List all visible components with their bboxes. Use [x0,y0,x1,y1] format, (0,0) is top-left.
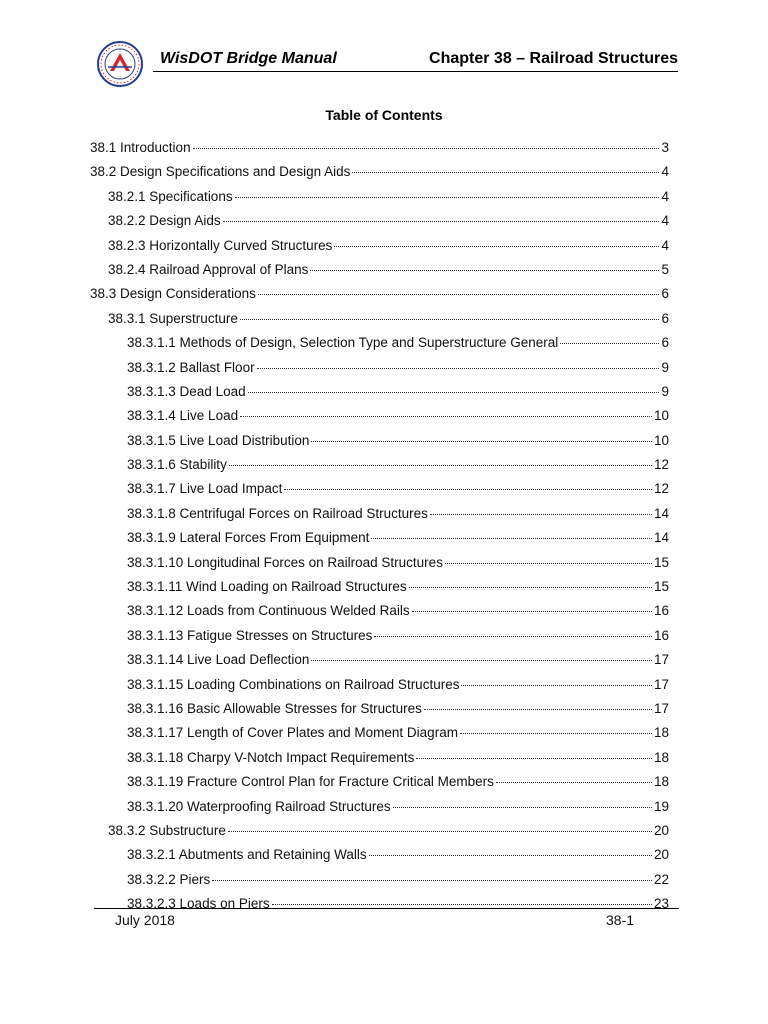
toc-entry-page: 5 [661,261,669,277]
toc-entry-title: 38.3.1.13 Fatigue Stresses on Structures [127,627,373,643]
toc-entry-page: 14 [653,530,669,546]
toc-entry[interactable] [90,136,669,160]
toc-entry[interactable] [90,331,669,355]
toc-entry-title: 38.3.1.15 Loading Combinations on Railroad Structures [127,676,460,692]
toc-dot-leader [310,270,659,271]
toc-entry-title: 38.2.4 Railroad Approval of Plans [108,261,309,277]
toc-entry-title: 38.3.2 Substructure [108,822,226,838]
toc-entry[interactable] [90,843,669,867]
toc-entry-title: 38.3 Design Considerations [90,286,256,302]
toc-entry[interactable] [90,624,669,648]
toc-entry[interactable] [90,721,669,745]
toc-dot-leader [212,880,652,881]
toc-entry-page: 17 [653,700,669,716]
toc-dot-leader [258,294,660,295]
toc-entry-title: 38.2.2 Design Aids [108,213,221,229]
toc-dot-leader [272,904,652,905]
toc-entry[interactable] [90,282,669,306]
toc-entry[interactable] [90,502,669,526]
toc-entry-page: 4 [661,188,669,204]
toc-dot-leader [248,392,660,393]
toc-heading: Table of Contents [325,107,443,123]
toc-entry-page: 16 [653,627,669,643]
toc-entry[interactable] [90,648,669,672]
toc-entry-title: 38.3.1.16 Basic Allowable Stresses for Structures [127,700,422,716]
toc-dot-leader [424,709,652,710]
toc-entry[interactable] [90,746,669,770]
toc-dot-leader [371,538,652,539]
toc-entry[interactable] [90,819,669,843]
toc-dot-leader [311,441,652,442]
toc-entry-page: 18 [653,725,669,741]
toc-entry-page: 22 [653,871,669,887]
toc-entry[interactable] [90,599,669,623]
toc-entry-page: 12 [653,481,669,497]
toc-dot-leader [560,343,659,344]
toc-entry[interactable] [90,575,669,599]
toc-entry-title: 38.2.1 Specifications [108,188,233,204]
toc-entry-page: 20 [653,822,669,838]
toc-entry-title: 38.3.1.8 Centrifugal Forces on Railroad Structures [127,505,428,521]
toc-entry[interactable] [90,453,669,477]
toc-entry-page: 6 [661,286,669,302]
footer-page-number: 38-1 [606,912,635,928]
footer-divider [94,908,679,909]
header-divider [153,71,678,72]
toc-entry-page: 4 [661,213,669,229]
toc-entry-title: 38.3.1.10 Longitudinal Forces on Railroad Structures [127,554,443,570]
toc-dot-leader [409,587,652,588]
toc-entry[interactable] [90,356,669,380]
toc-dot-leader [235,197,660,198]
toc-entry-title: 38.3.1.12 Loads from Continuous Welded Rails [127,603,410,619]
toc-dot-leader [229,465,652,466]
toc-entry-page: 12 [653,457,669,473]
toc-entry-page: 4 [661,164,669,180]
toc-dot-leader [416,758,652,759]
toc-dot-leader [352,172,659,173]
toc-entry-title: 38.3.1.4 Live Load [127,408,239,424]
toc-entry-title: 38.3.1.9 Lateral Forces From Equipment [127,530,370,546]
toc-entry-page: 20 [653,847,669,863]
toc-entry-title: 38.3.1.1 Methods of Design, Selection Type and Superstructure General [127,335,559,351]
toc-entry-title: 38.3.1.17 Length of Cover Plates and Moment Diagram [127,725,458,741]
toc-dot-leader [374,636,652,637]
toc-dot-leader [311,660,652,661]
toc-entry-page: 18 [653,774,669,790]
toc-entry-page: 3 [661,140,669,155]
toc-dot-leader [284,489,652,490]
toc-entry[interactable] [90,209,669,233]
toc-entry[interactable] [90,770,669,794]
toc-entry[interactable] [90,307,669,331]
toc-entry-page: 16 [653,603,669,619]
toc-entry-title: 38.1 Introduction [90,140,191,155]
toc-dot-leader [430,514,652,515]
toc-entry-page: 9 [661,383,669,399]
toc-entry-title: 38.3.1.19 Fracture Control Plan for Fracture Critical Members [127,774,494,790]
toc-entry-title: 38.3.1.2 Ballast Floor [127,359,255,375]
toc-entry-page: 6 [661,310,669,326]
toc-entry[interactable] [90,234,669,258]
toc-entry-page: 23 [653,896,669,912]
toc-dot-leader [496,782,652,783]
toc-entry-title: 38.3.1.20 Waterproofing Railroad Structures [127,798,391,814]
toc-entry[interactable] [90,673,669,697]
toc-entry-page: 19 [653,798,669,814]
toc-dot-leader [445,563,652,564]
toc-entry-page: 15 [653,579,669,595]
toc-entry-page: 9 [661,359,669,375]
manual-title: WisDOT Bridge Manual [160,50,337,67]
toc-entry[interactable] [90,795,669,819]
toc-entry[interactable] [90,404,669,428]
toc-entry-page: 6 [661,335,669,351]
toc-entry-title: 38.3.1 Superstructure [108,310,238,326]
toc-dot-leader [369,855,652,856]
toc-dot-leader [228,831,652,832]
toc-entry[interactable] [90,892,669,916]
toc-entry-title: 38.3.1.11 Wind Loading on Railroad Structures [127,579,407,595]
toc-entry[interactable] [90,868,669,892]
toc-entry[interactable] [90,526,669,550]
toc-dot-leader [461,685,652,686]
toc-dot-leader [257,368,660,369]
toc-entry-title: 38.3.2.2 Piers [127,871,211,887]
toc-entry[interactable] [90,258,669,282]
toc-entry-title: 38.3.1.6 Stability [127,457,227,473]
toc-entry[interactable] [90,429,669,453]
table-of-contents [90,136,669,917]
toc-entry[interactable] [90,551,669,575]
toc-entry-title: 38.3.1.7 Live Load Impact [127,481,283,497]
toc-entry-title: 38.3.1.14 Live Load Deflection [127,652,310,668]
toc-dot-leader [460,733,652,734]
toc-dot-leader [412,611,652,612]
toc-entry-title: 38.3.1.3 Dead Load [127,383,246,399]
toc-dot-leader [393,807,652,808]
toc-entry-page: 15 [653,554,669,570]
toc-entry-page: 10 [653,408,669,424]
toc-entry-title: 38.3.1.5 Live Load Distribution [127,432,310,448]
toc-entry-page: 14 [653,505,669,521]
toc-dot-leader [334,246,659,247]
toc-entry-title: 38.2.3 Horizontally Curved Structures [108,237,333,253]
toc-entry-title: 38.3.2.1 Abutments and Retaining Walls [127,847,367,863]
toc-entry[interactable] [90,697,669,721]
toc-dot-leader [223,221,660,222]
toc-entry[interactable] [90,185,669,209]
toc-entry-page: 10 [653,432,669,448]
toc-entry-page: 17 [653,652,669,668]
toc-entry[interactable] [90,160,669,184]
toc-dot-leader [240,416,652,417]
toc-entry-title: 38.2 Design Specifications and Design Aids [90,164,351,180]
toc-entry[interactable] [90,380,669,404]
toc-entry-page: 4 [661,237,669,253]
toc-entry[interactable] [90,477,669,501]
toc-entry-page: 17 [653,676,669,692]
chapter-title: Chapter 38 – Railroad Structures [429,50,678,67]
footer-date: July 2018 [115,912,175,928]
wisdot-logo-icon [96,40,144,88]
toc-entry-title: 38.3.1.18 Charpy V-Notch Impact Requirements [127,749,415,765]
toc-entry-page: 18 [653,749,669,765]
toc-entry-title: 38.3.2.3 Loads on Piers [127,896,270,912]
toc-dot-leader [240,319,660,320]
toc-dot-leader [193,148,660,149]
